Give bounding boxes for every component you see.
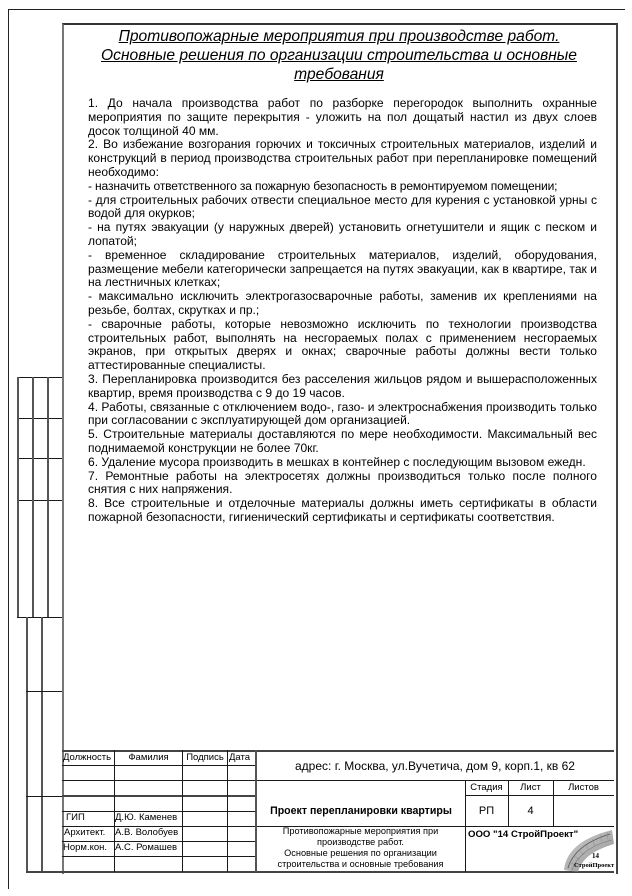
paragraph: 1. До начала производства работ по разборке перегородок выполнить охранные мероприятия по защите перекрытия - уложить на пол дощатый настил из двух слоев досок толщиной 40 мм. (88, 96, 597, 138)
signer-position: Архитект. (64, 827, 106, 838)
title-line: требования (294, 66, 384, 83)
logo-text: СтройПроект (574, 862, 615, 869)
sheet-value: 4 (527, 805, 534, 817)
list-item: - максимально исключить электрогазосварочные работы, заменив их креплениями на резьбе, болтах, скрутках и пр.; (88, 289, 597, 317)
company-name: ООО "14 СтройПроект" (468, 829, 579, 840)
paragraph: 8. Все строительные и отделочные материалы должны иметь сертификаты в области пожарной безопасности, гигиенический сертификаты и сертификаты соответствия. (88, 496, 597, 524)
page-title (64, 27, 614, 84)
paragraph: 2. Во избежание возгорания горючих и токсичных строительных материалов, изделий и конструкций в период производства строительных работ при перепланировке помещений необходимо: (88, 137, 597, 179)
paragraph: 7. Ремонтные работы на электросетях должны производиться только после полного снятия с них напряжения. (88, 468, 597, 497)
list-item: - временное складирование строительных материалов, изделий, оборудования, размещение мебели категорически запрещается на путях эвакуации, как в квартире, так и на лестничных клетках; (88, 247, 597, 290)
title-line: Противопожарные мероприятия при производстве работ. (118, 28, 560, 45)
stage-value: РП (478, 805, 495, 817)
description-line: производстве работ. (317, 837, 404, 847)
stage-label: Стадия (470, 782, 503, 793)
signer-surname: А.В. Волобуев (115, 827, 179, 838)
sheet-description (256, 826, 465, 870)
list-item: - на путях эвакуации (у наружных дверей) установить огнетушители и ящик с песком и лопатой; (88, 220, 597, 248)
sheets-label: Листов (568, 782, 599, 793)
paragraph: 4. Работы, связанные с отключением водо-, газо- и электроснабжения производить только при согласовании с эксплуатирующей дом организацией. (88, 399, 597, 428)
description-line: строительства и основные требования (277, 859, 444, 869)
signer-position: ГИП (66, 812, 85, 823)
sheet-label: Лист (520, 782, 541, 793)
list-item: - назначить ответственного за пожарную безопасность в ремонтируемом помещении; (88, 178, 558, 193)
list-item: - для строительных рабочих отвести специальное место для курения с установкой урны с водой для окурков; (88, 192, 597, 221)
signer-surname: А.С. Ромашев (115, 842, 178, 853)
header-date: Дата (229, 752, 251, 763)
project-title: Проект перепланировки квартиры (270, 805, 452, 817)
signer-surname: Д.Ю. Каменев (115, 812, 178, 823)
company-logo-icon (560, 826, 614, 872)
document-body (88, 97, 597, 525)
paragraph: 6. Удаление мусора производить в мешках в контейнер с последующим вызовом ежедн. (88, 454, 586, 469)
sheet-border-top (8, 9, 625, 10)
signer-position: Норм.кон. (63, 842, 108, 853)
list-item: - сварочные работы, которые невозможно исключить по технологии производства строительных работ, выполнять на несгораемых полах с применением несгораемых экранов, при открытых дверях и окнах; сварочные работы должны вести только аттестированные специалисты. (88, 316, 597, 373)
sheet-border-left (8, 9, 9, 889)
description-line: Основные решения по организации (284, 848, 437, 858)
header-signature: Подпись (186, 752, 224, 763)
description-line: Противопожарные мероприятия при (282, 826, 439, 836)
paragraph: 3. Перепланировка производится без расселения жильцов рядом и вышерасположенных квартир, время производства с 9 до 19 часов. (88, 371, 597, 400)
paragraph: 5. Строительные материалы доставляются по мере необходимости. Максимальный вес поднимаемой конструкции не более 70кг. (88, 427, 597, 455)
logo-number: 14 (592, 852, 599, 860)
header-position: Должность (63, 752, 112, 763)
header-surname: Фамилия (128, 752, 169, 763)
address: адрес: г. Москва, ул.Вучетича, дом 9, корп.1, кв 62 (295, 759, 575, 773)
title-line: Основные решения по организации строительства и основные (101, 47, 577, 64)
